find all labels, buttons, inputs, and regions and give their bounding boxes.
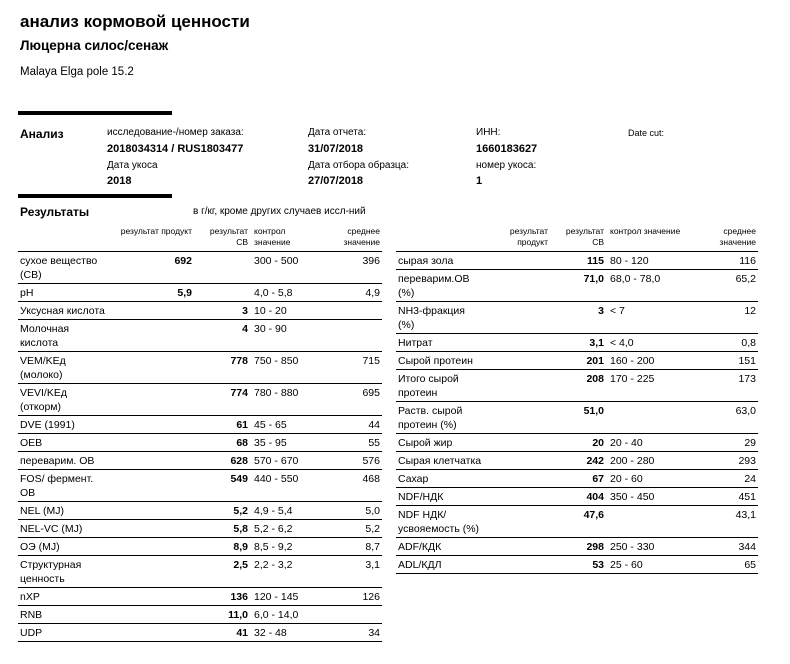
results-table-right (396, 224, 758, 574)
cell-dm: 68 (236, 437, 248, 449)
cell-control: 250 - 330 (610, 541, 655, 553)
table-row (18, 302, 382, 320)
cell-average (322, 320, 382, 352)
cell-dm: 628 (230, 455, 248, 467)
cell-name: Уксусная кислота (20, 305, 105, 317)
cell-product (112, 538, 194, 556)
cell-name: NH3-фракция (%) (398, 305, 465, 331)
cell-dm: 774 (230, 387, 248, 399)
cell-dm (194, 284, 250, 302)
cell-dm: 298 (586, 541, 604, 553)
table-header-row (396, 224, 758, 252)
table-row (396, 470, 758, 488)
results-table-left (18, 224, 382, 642)
cell-dm: 4 (242, 323, 248, 335)
cell-product (112, 470, 194, 502)
cell-average: 116 (739, 255, 756, 267)
cell-average: 344 (738, 541, 756, 553)
cell-average: 468 (362, 473, 380, 485)
table-row (18, 470, 382, 502)
cell-product (112, 352, 194, 384)
cell-dm: 778 (230, 355, 248, 367)
cell-dm: 41 (236, 627, 248, 639)
cell-control: 200 - 280 (610, 455, 655, 467)
cell-average: 63,0 (735, 405, 756, 417)
cut-number-label: номер укоса: (476, 160, 537, 171)
cell-name: сырая зола (398, 255, 454, 267)
cell-average: 55 (368, 437, 380, 449)
cell-dm: 71,0 (583, 273, 604, 285)
cell-name: Сахар (398, 473, 429, 485)
cell-control: 300 - 500 (254, 255, 299, 267)
cell-name: NEL (MJ) (20, 505, 64, 517)
table-row (396, 556, 758, 574)
cell-product (486, 556, 550, 574)
table-row (18, 320, 382, 352)
cell-name: RNB (20, 609, 43, 621)
cell-product (112, 302, 194, 320)
cell-average (322, 606, 382, 624)
sample-date-value: 27/07/2018 (308, 175, 364, 187)
cell-average: 4,9 (365, 287, 380, 299)
table-row (18, 606, 382, 624)
cell-control: 120 - 145 (254, 591, 299, 603)
table-row (396, 506, 758, 538)
analysis-section-label: Анализ (20, 127, 64, 141)
cell-control: 4,0 - 5,8 (254, 287, 293, 299)
cell-product (112, 452, 194, 470)
cell-control (606, 402, 692, 434)
cell-dm: 5,2 (233, 505, 248, 517)
header-name (396, 224, 486, 252)
cell-name: ADL/КДЛ (398, 559, 442, 571)
cell-product (486, 302, 550, 334)
cell-control: 4,9 - 5,4 (254, 505, 293, 517)
cell-dm: 67 (592, 473, 604, 485)
header-average: среднее значение (692, 224, 758, 252)
cell-dm: 51,0 (583, 405, 604, 417)
cell-average: 34 (368, 627, 380, 639)
inn-value: 1660183627 (476, 143, 538, 155)
cell-product (112, 320, 194, 352)
cell-dm: 242 (586, 455, 604, 467)
cell-dm: 201 (586, 355, 604, 367)
cell-average: 0,8 (741, 337, 756, 349)
cell-name: Раств. сырой протеин (%) (398, 405, 463, 431)
cell-control: 30 - 90 (254, 323, 287, 335)
cell-name: Молочная кислота (20, 323, 70, 349)
cell-control: 2,2 - 3,2 (254, 559, 293, 571)
cell-average: 65 (744, 559, 756, 571)
table-row (396, 434, 758, 452)
cell-average: 451 (738, 491, 756, 503)
cell-product (486, 434, 550, 452)
table-row (396, 452, 758, 470)
table-row (18, 284, 382, 302)
cell-control: 20 - 40 (610, 437, 643, 449)
cell-product: 5,9 (177, 287, 192, 299)
header-control: контрол значение (250, 224, 322, 252)
cell-name: NDF НДК/усвояемость (%) (398, 509, 480, 535)
results-title: Результаты (20, 205, 90, 219)
cell-product (486, 506, 550, 538)
cell-product (112, 624, 194, 642)
cell-name: Структурная ценность (20, 559, 82, 585)
header-dm: результат СВ (194, 224, 250, 252)
cell-product (112, 556, 194, 588)
table-row (396, 370, 758, 402)
crop-subtitle: Люцерна силос/сенаж (20, 38, 169, 53)
cell-product (112, 416, 194, 434)
cell-product (486, 452, 550, 470)
cell-product (486, 538, 550, 556)
table-row (18, 624, 382, 642)
cell-average: 576 (362, 455, 380, 467)
cell-dm: 53 (592, 559, 604, 571)
cell-control (606, 506, 692, 538)
table-row (18, 588, 382, 606)
cell-product (112, 520, 194, 538)
cell-control: 160 - 200 (610, 355, 655, 367)
cell-control: 8,5 - 9,2 (254, 541, 293, 553)
cell-average: 151 (738, 355, 756, 367)
harvest-date-value: 2018 (107, 175, 132, 187)
harvest-date-label: Дата укоса (107, 160, 158, 171)
cell-average: 3,1 (365, 559, 380, 571)
cell-product (486, 470, 550, 488)
cell-dm: 208 (586, 373, 604, 385)
table-row (18, 452, 382, 470)
header-dm: результат СВ (550, 224, 606, 252)
table-row (18, 416, 382, 434)
cell-product (486, 352, 550, 370)
cell-name: переварим.OВ (%) (398, 273, 470, 299)
cell-name: DVE (1991) (20, 419, 75, 431)
cell-name: OEB (20, 437, 43, 449)
cell-average: 293 (738, 455, 756, 467)
cell-name: nXP (20, 591, 40, 603)
cell-average: 396 (362, 255, 380, 267)
header-name (18, 224, 112, 252)
order-label: исследование-/номер заказа: (107, 127, 244, 138)
cell-name: Итого сырой протеин (398, 373, 459, 399)
report-date-value: 31/07/2018 (308, 143, 364, 155)
cell-control: 45 - 65 (254, 419, 287, 431)
cell-product (486, 252, 550, 270)
cell-control: 350 - 450 (610, 491, 655, 503)
divider-top (18, 111, 172, 115)
cell-control: 6,0 - 14,0 (254, 609, 299, 621)
cell-average: 65,2 (735, 273, 756, 285)
cell-average: 5,2 (365, 523, 380, 535)
field-name: Malaya Elga pole 15.2 (20, 66, 134, 78)
cell-dm: 549 (230, 473, 248, 485)
cell-control: 440 - 550 (254, 473, 299, 485)
cell-average: 5,0 (365, 505, 380, 517)
table-header-row (18, 224, 382, 252)
cell-name: FOS/ фермент. OB (20, 473, 94, 499)
cell-name: NEL-VC (MJ) (20, 523, 83, 535)
cell-product (486, 488, 550, 506)
cell-control: 750 - 850 (254, 355, 299, 367)
cell-name: Сырой протеин (398, 355, 473, 367)
cell-average: 29 (744, 437, 756, 449)
table-row (396, 252, 758, 270)
cell-control: < 4,0 (610, 337, 634, 349)
cell-control: < 7 (610, 305, 625, 317)
table-row (396, 488, 758, 506)
cell-average: 44 (368, 419, 380, 431)
report-title: анализ кормовой ценности (20, 12, 250, 31)
cell-name: переварим. OВ (20, 455, 95, 467)
cell-dm: 404 (586, 491, 604, 503)
cell-name: Нитрат (398, 337, 433, 349)
cell-average: 173 (738, 373, 756, 385)
cell-dm: 115 (587, 255, 604, 267)
header-product: результат продукт (486, 224, 550, 252)
cell-product: 692 (174, 255, 192, 267)
cell-control: 20 - 60 (610, 473, 643, 485)
cell-product (486, 270, 550, 302)
cell-name: VEVI/KEд (откорм) (20, 387, 67, 413)
cell-name: pH (20, 287, 34, 299)
cell-name: ADF/КДК (398, 541, 442, 553)
table-row (18, 538, 382, 556)
cell-control: 780 - 880 (254, 387, 299, 399)
cell-name: Сырой жир (398, 437, 453, 449)
cell-dm: 61 (236, 419, 248, 431)
header-product: результат продукт (112, 224, 194, 252)
header-average: среднее значение (322, 224, 382, 252)
divider-mid (18, 194, 172, 198)
table-row (18, 520, 382, 538)
cell-dm: 47,6 (583, 509, 604, 521)
cell-control: 570 - 670 (254, 455, 299, 467)
cell-average: 715 (362, 355, 380, 367)
table-row (396, 352, 758, 370)
table-row (396, 270, 758, 302)
cell-product (112, 502, 194, 520)
cell-name: ОЭ (MJ) (20, 541, 60, 553)
table-row (18, 384, 382, 416)
table-row (396, 538, 758, 556)
header-control: контрол значение (606, 224, 692, 252)
cell-control: 5,2 - 6,2 (254, 523, 293, 535)
table-row (18, 352, 382, 384)
cell-control: 80 - 120 (610, 255, 649, 267)
cell-product (486, 370, 550, 402)
cell-name: VEM/KEд (молоко) (20, 355, 66, 381)
cell-product (486, 402, 550, 434)
cell-dm: 20 (592, 437, 604, 449)
cell-average: 12 (744, 305, 756, 317)
cell-product (112, 588, 194, 606)
cell-average: 126 (362, 591, 380, 603)
cell-name: Сырая клетчатка (398, 455, 482, 467)
date-cut-label: Date cut: (628, 128, 665, 138)
cell-product (112, 434, 194, 452)
cell-control: 35 - 95 (254, 437, 287, 449)
cell-dm: 5,8 (233, 523, 248, 535)
table-row (18, 556, 382, 588)
table-row (396, 302, 758, 334)
cell-product (486, 334, 550, 352)
cell-average (322, 302, 382, 320)
cell-dm: 3 (598, 305, 604, 317)
cell-average: 8,7 (365, 541, 380, 553)
cell-product (112, 384, 194, 416)
table-row (18, 502, 382, 520)
cell-name: NDF/НДК (398, 491, 444, 503)
cell-dm: 136 (230, 591, 248, 603)
cell-average: 24 (744, 473, 756, 485)
cell-control: 68,0 - 78,0 (610, 273, 661, 285)
cell-control: 25 - 60 (610, 559, 643, 571)
table-row (18, 434, 382, 452)
cell-name: UDP (20, 627, 43, 639)
cell-dm: 3,1 (589, 337, 604, 349)
report-date-label: Дата отчета: (308, 127, 367, 138)
cut-number-value: 1 (476, 175, 483, 187)
cell-dm: 11,0 (228, 609, 248, 621)
units-note: в г/кг, кроме других случаев иссл-ний (193, 206, 366, 217)
cell-control: 170 - 225 (610, 373, 655, 385)
inn-label: ИНН: (476, 127, 501, 138)
table-row (396, 334, 758, 352)
cell-dm: 2,5 (233, 559, 248, 571)
cell-control: 10 - 20 (254, 305, 287, 317)
cell-average: 43,1 (735, 509, 756, 521)
cell-product (112, 606, 194, 624)
table-row (18, 252, 382, 284)
cell-average: 695 (362, 387, 380, 399)
table-row (396, 402, 758, 434)
sample-date-label: Дата отбора образца: (308, 160, 409, 171)
cell-dm: 3 (242, 305, 248, 317)
cell-control: 32 - 48 (254, 627, 287, 639)
cell-dm: 8,9 (233, 541, 248, 553)
cell-name: сухое вещество (СВ) (20, 255, 98, 281)
order-value: 2018034314 / RUS1803477 (107, 143, 244, 155)
cell-dm (194, 252, 250, 284)
